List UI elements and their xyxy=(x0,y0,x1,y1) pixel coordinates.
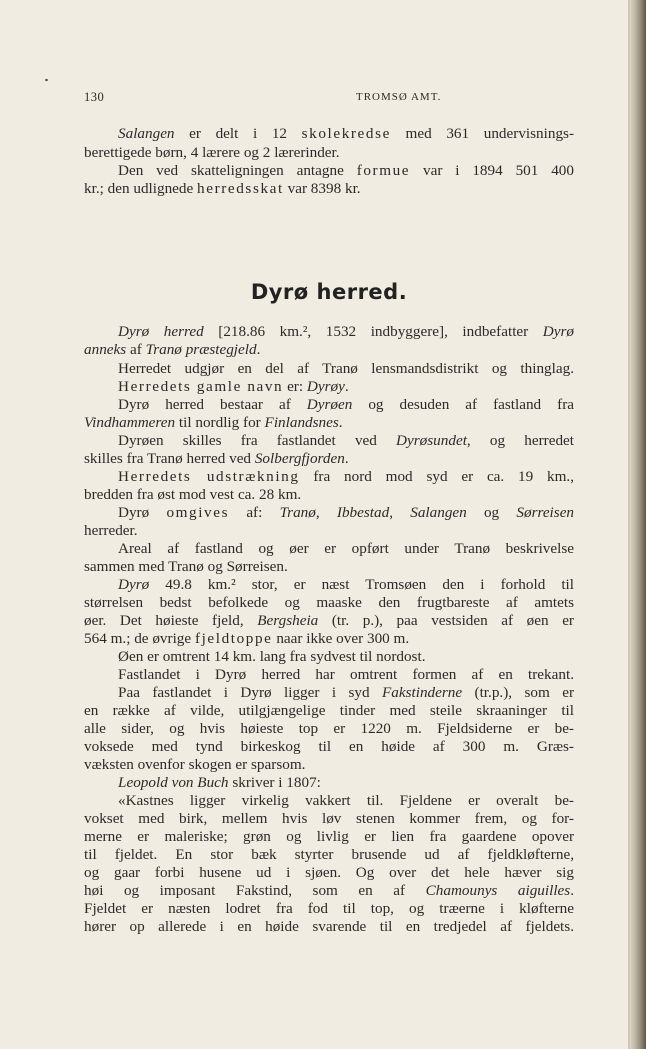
page-number: 130 xyxy=(84,90,105,104)
text-line: væksten ovenfor skogen er sparsom. xyxy=(84,756,306,773)
quote-line: merne er maleriske; grøn og livlig er lien fra gaardene opover xyxy=(84,828,574,845)
page-binding-edge xyxy=(630,0,646,1049)
text-line: Dyrø 49.8 km.² stor, er næst Tromsøen den i forhold til xyxy=(118,576,574,593)
text-line: herreder. xyxy=(84,522,138,539)
text-line: Areal af fastland og øer er opført under Tranø beskrivelse xyxy=(118,540,574,557)
running-title: TROMSØ AMT. xyxy=(356,91,442,103)
text-line: voksede med tynd birkeskog til en høide af 300 m. Græs- xyxy=(84,738,574,755)
text-line: alle sider, og hvis høieste top er 1220 m. Fjeldsiderne er be- xyxy=(84,720,574,737)
ink-speck xyxy=(45,79,48,81)
text-line: øer. Det høieste fjeld, Bergsheia (tr. p.), paa vestsiden af øen er xyxy=(84,612,574,629)
text-line: 564 m.; de øvrige fjeldtoppe naar ikke over 300 m. xyxy=(84,630,410,647)
quote-line: «Kastnes ligger virkelig vakkert til. Fjeldene er overalt be- xyxy=(118,792,574,809)
text-line: bredden fra øst mod vest ca. 28 km. xyxy=(84,486,302,503)
text-line: skilles fra Tranø herred ved Solbergfjorden. xyxy=(84,450,349,467)
text-line: Dyrø herred [218.86 km.², 1532 indbyggere], indbefatter Dyrø xyxy=(118,323,574,340)
quote-line: Fjeldet er næsten lodret fra fod til top, og træerne i kløfterne xyxy=(84,900,574,917)
quote-line: til fjeldet. En stor bæk styrter brusende ud af fjeldkløfterne, xyxy=(84,846,574,863)
text-line: Fastlandet i Dyrø herred har omtrent formen af en trekant. xyxy=(118,666,574,683)
quote-line: høi og imposant Fakstind, som en af Chamounys aiguilles. xyxy=(84,882,574,899)
text-line: Herredets gamle navn er: Dyrøy. xyxy=(118,378,349,395)
text-line: anneks af Tranø præstegjeld. xyxy=(84,341,261,358)
quote-line: hører op allerede i en høide svarende til en tredjedel af fjeldets. xyxy=(84,918,574,935)
text-line: Leopold von Buch skriver i 1807: xyxy=(118,774,321,791)
text-line: en række af vilde, utilgjængelige tinder med steile skraaninger til xyxy=(84,702,574,719)
section-title: Dyrø herred. xyxy=(250,280,408,304)
text-line: Salangen er delt i 12 skolekredse med 361 undervisnings- xyxy=(118,125,575,142)
text-line: Herredets udstrækning fra nord mod syd er ca. 19 km., xyxy=(118,468,575,485)
text-line: sammen med Tranø og Sørreisen. xyxy=(84,558,288,575)
text-line: Dyrø herred bestaar af Dyrøen og desuden af fastland fra xyxy=(118,396,574,413)
text-line: Herredet udgjør en del af Tranø lensmandsdistrikt og thinglag. xyxy=(118,360,574,377)
text-line: Dyrø omgives af: Tranø, Ibbestad, Salangen og Sørreisen xyxy=(118,504,575,521)
text-line: berettigede børn, 4 lærere og 2 lærerinder. xyxy=(84,144,340,161)
text-line: Paa fastlandet i Dyrø ligger i syd Fakstinderne (tr.p.), som er xyxy=(118,684,574,701)
quote-line: vokset med birk, mellem hvis løv stenen kommer frem, og for- xyxy=(84,810,574,827)
page-header xyxy=(84,90,574,106)
text-line: Dyrøen skilles fra fastlandet ved Dyrøsundet, og herredet xyxy=(118,432,574,449)
text-line: kr.; den udlignede herredsskat var 8398 kr. xyxy=(84,180,361,197)
text-line: Øen er omtrent 14 km. lang fra sydvest til nordost. xyxy=(118,648,426,665)
text-line: Vindhammeren til nordlig for Finlandsnes. xyxy=(84,414,343,431)
text-line: størrelsen bedst befolkede og maaske den frugtbareste af amtets xyxy=(84,594,574,611)
quote-line: og gaar forbi husene ud i sjøen. Og over det hele hæver sig xyxy=(84,864,574,881)
text-line: Den ved skatteligningen antagne formue var i 1894 501 400 xyxy=(118,162,574,179)
